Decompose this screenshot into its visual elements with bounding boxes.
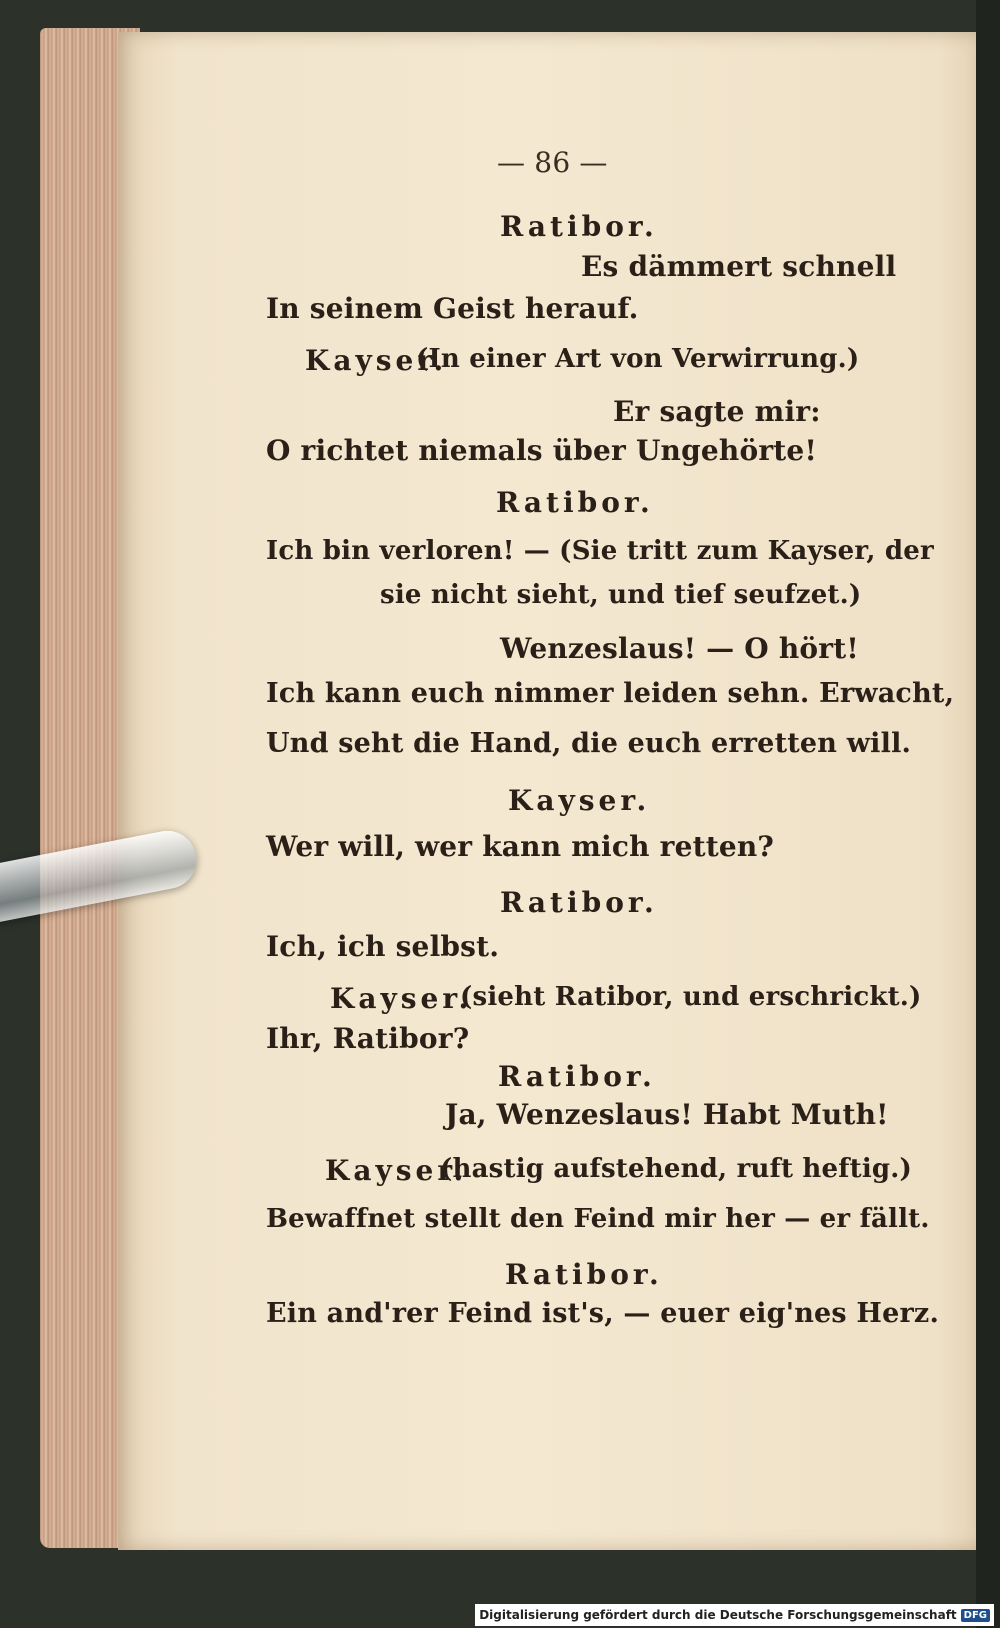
speaker-name: Kayser. <box>508 784 651 817</box>
speaker-name: Ratibor. <box>500 886 658 919</box>
speaker-name: Kayser. <box>325 1154 468 1187</box>
verse-line: In seinem Geist herauf. <box>266 292 639 325</box>
verse-line: Wenzeslaus! — O hört! <box>500 632 859 665</box>
page-number: — 86 — <box>497 146 608 179</box>
verse-line: Ihr, Ratibor? <box>266 1022 470 1055</box>
speaker-name: Kayser. <box>305 344 448 377</box>
stage-direction: (sieht Ratibor, und erschrickt.) <box>460 982 922 1012</box>
speaker-name: Ratibor. <box>505 1258 663 1291</box>
speaker-name: Ratibor. <box>500 210 658 243</box>
verse-line: Ich, ich selbst. <box>266 930 500 963</box>
verse-line: Ja, Wenzeslaus! Habt Muth! <box>445 1098 889 1131</box>
verse-line: Bewaffnet stellt den Feind mir her — er fällt. <box>266 1204 930 1234</box>
speaker-name: Ratibor. <box>496 486 654 519</box>
stage-direction: sie nicht sieht, und tief seufzet.) <box>380 580 862 610</box>
credit-text: Digitalisierung gefördert durch die Deutsche Forschungsgemeinschaft <box>479 1608 957 1622</box>
stage-direction: (hastig aufstehend, ruft heftig.) <box>440 1154 913 1184</box>
verse-line: Ich kann euch nimmer leiden sehn. Erwacht, <box>266 678 955 709</box>
verse-line: Er sagte mir: <box>613 395 821 428</box>
verse-line: Wer will, wer kann mich retten? <box>266 830 775 863</box>
book-binding-edge <box>976 0 1000 1628</box>
stage-direction: (In einer Art von Verwirrung.) <box>416 344 860 374</box>
speaker-name: Kayser. <box>330 982 473 1015</box>
verse-line: Ein and'rer Feind ist's, — euer eig'nes Herz. <box>266 1298 940 1329</box>
verse-line: Es dämmert schnell <box>581 250 897 283</box>
speaker-name: Ratibor. <box>498 1060 656 1093</box>
verse-line: O richtet niemals über Ungehörte! <box>266 434 817 467</box>
digitization-credit <box>475 1604 994 1626</box>
verse-line: Ich bin verloren! — (Sie tritt zum Kayser, der <box>266 536 934 566</box>
dfg-logo: DFG <box>961 1609 990 1622</box>
verse-line: Und seht die Hand, die euch erretten will. <box>266 728 912 759</box>
